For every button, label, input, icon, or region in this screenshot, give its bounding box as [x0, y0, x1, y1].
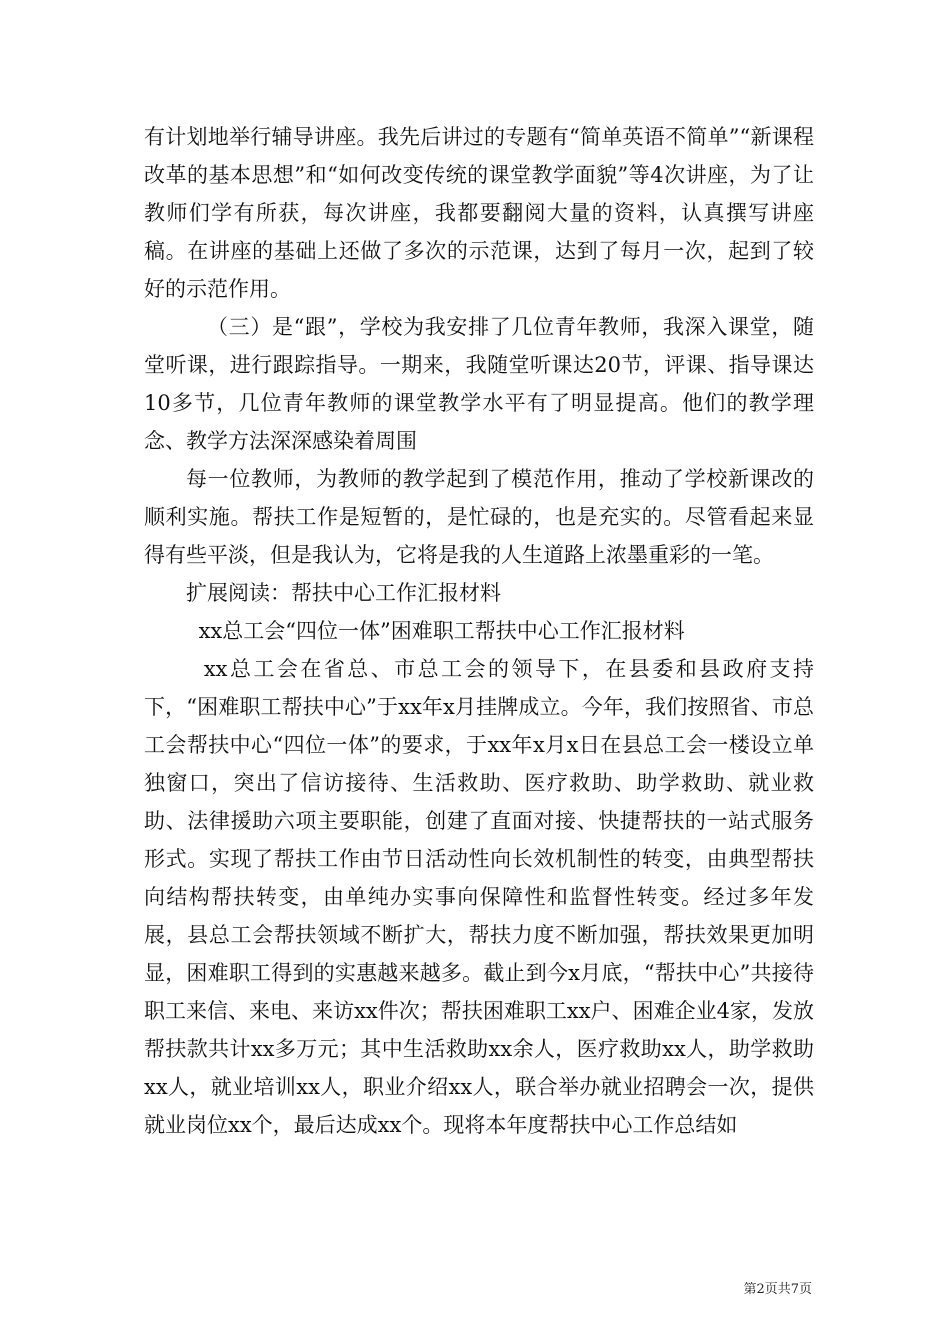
document-body — [144, 118, 814, 1144]
paragraph-report-title: xx总工会“四位一体”困难职工帮扶中心工作汇报材料 — [198, 619, 685, 643]
page-number: 第2页共7页 — [743, 1282, 812, 1297]
paragraph-report-body: xx总工会在省总、市总工会的领导下，在县委和县政府支持下，“困难职工帮扶中心”于xx年x月挂牌成立。今年，我们按照省、市总工会帮扶中心“四位一体”的要求，于xx年x月x日在县总工会一楼设立单独窗口，突出了信访接待、生活救助、医疗救助、助学救助、就业救助、法律援助六项主要职能，创建了直面对接、快捷帮扶的一站式服务形式。实现了帮扶工作由节日活动性向长效机制性的转变，由典型帮扶向结构帮扶转变，由单纯办实事向保障性和监督性转变。经过多年发展，县总工会帮扶领域不断扩大，帮扶力度不断加强，帮扶效果更加明显，困难职工得到的实惠越来越多。截止到今x月底，“帮扶中心”共接待职工来信、来电、来访xx件次；帮扶困难职工xx户、困难企业4家，发放帮扶款共计xx多万元；其中生活救助xx余人，医疗救助xx人，助学救助xx人，就业培训xx人，职业介绍xx人，联合举办就业招聘会一次，提供就业岗位xx个，最后达成xx个。现将本年度帮扶中心工作总结如 — [144, 657, 814, 1137]
paragraph-assistance-summary: 每一位教师，为教师的教学起到了模范作用，推动了学校新课改的顺利实施。帮扶工作是短暂的，是忙碌的，也是充实的。尽管看起来显得有些平淡，但是我认为，它将是我的人生道路上浓墨重彩的一笔。 — [144, 467, 814, 567]
paragraph-lecture-series: 有计划地举行辅导讲座。我先后讲过的专题有“简单英语不简单”“新课程改革的基本思想”和“如何改变传统的课堂教学面貌”等4次讲座，为了让教师们学有所获，每次讲座，我都要翻阅大量的资料，认真撰写讲座稿。在讲座的基础上还做了多次的示范课，达到了每月一次，起到了较好的示范作用。 — [144, 125, 814, 301]
paragraph-extended-reading: 扩展阅读：帮扶中心工作汇报材料 — [186, 581, 501, 605]
paragraph-follow-guidance: （三）是“跟”，学校为我安排了几位青年教师，我深入课堂，随堂听课，进行跟踪指导。一期来，我随堂听课达20节，评课、指导课达10多节，几位青年教师的课堂教学水平有了明显提高。他们的教学理念、教学方法深深感染着周围 — [144, 315, 814, 453]
